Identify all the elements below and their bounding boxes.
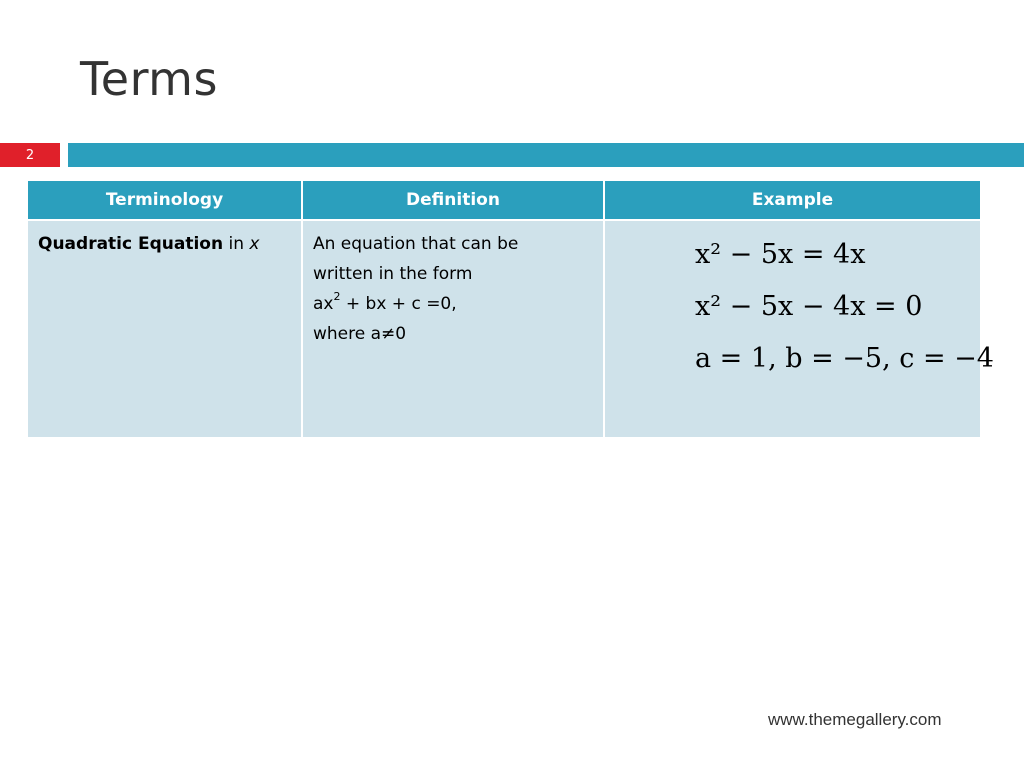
definition-line: An equation that can be [313, 234, 519, 254]
term-cell [27, 220, 302, 438]
header-definition: Definition [302, 180, 604, 220]
table-header-row [27, 180, 981, 220]
table-row [27, 220, 981, 438]
term-in: in [223, 234, 250, 254]
definition-cell [302, 220, 604, 438]
definition-line: where a≠0 [313, 324, 407, 344]
header-terminology: Terminology [27, 180, 302, 220]
definition-line: written in the form [313, 264, 473, 284]
example-cell [604, 220, 994, 438]
header-bar [68, 143, 1024, 167]
formula-ax: ax [313, 294, 334, 314]
definition-formula [313, 289, 593, 319]
formula-rest: + bx + c =0, [340, 294, 457, 314]
terms-table [26, 179, 994, 439]
term-name: Quadratic Equation [38, 234, 224, 254]
term-variable: x [249, 234, 260, 254]
example-equation-3: a = 1, b = −5, c = −4 [695, 343, 994, 374]
example-equation-2: x² − 5x − 4x = 0 [695, 291, 923, 322]
formula-exponent: 2 [333, 290, 341, 304]
slide-title: Terms [80, 52, 218, 106]
header-example: Example [604, 180, 981, 220]
page-number-badge: 2 [0, 143, 60, 167]
footer-url: www.themegallery.com [768, 710, 942, 729]
example-equations [615, 229, 994, 385]
example-equation-1: x² − 5x = 4x [695, 239, 866, 270]
